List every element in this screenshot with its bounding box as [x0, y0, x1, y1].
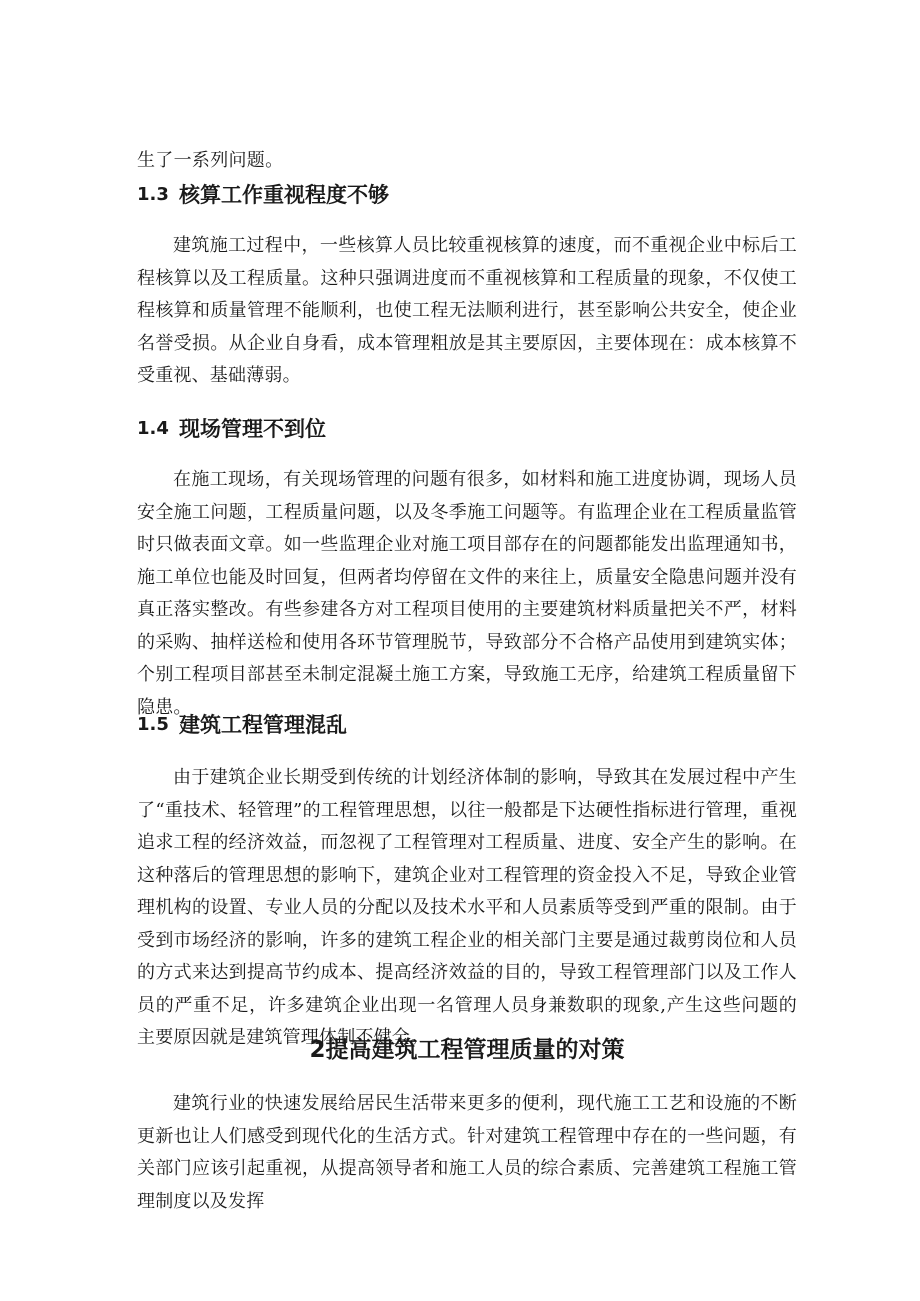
section-heading: [137, 180, 797, 210]
section-title: 现场管理不到位: [179, 417, 326, 441]
section-title: 建筑工程管理混乱: [179, 713, 347, 737]
section-1-3: [137, 180, 797, 210]
section-number: 1.4: [137, 418, 169, 439]
section-number: 1.5: [137, 714, 169, 735]
section-title: 核算工作重视程度不够: [179, 183, 389, 207]
chapter-paragraph: 建筑行业的快速发展给居民生活带来更多的便利，现代施工工艺和设施的不断更新也让人们感受到现代化的生活方式。针对建筑工程管理中存在的一些问题，有关部门应该引起重视，从提高领导者和施工人员的综合素质、完善建筑工程施工管理制度以及发挥: [137, 1093, 797, 1212]
section-heading: [137, 710, 797, 740]
section-paragraph: 由于建筑企业长期受到传统的计划经济体制的影响，导致其在发展过程中产生了“重技术、轻管理”的工程管理思想，以往一般都是下达硬性指标进行管理，重视追求工程的经济效益，而忽视了工程管理对工程质量、进度、安全产生的影响。在这种落后的管理思想的影响下，建筑企业对工程管理的资金投入不足，导致企业管理机构的设置、专业人员的分配以及技术水平和人员素质等受到严重的限制。由于受到市场经济的影响，许多的建筑工程企业的相关部门主要是通过裁剪岗位和人员的方式来达到提高节约成本、提高经济效益的目的，导致工程管理部门以及工作人员的严重不足，许多建筑企业出现一名管理人员身兼数职的现象,产生这些问题的主要原因就是建筑管理体制不健全。: [137, 767, 797, 1048]
section-paragraph: 在施工现场，有关现场管理的问题有很多，如材料和施工进度协调，现场人员安全施工问题，工程质量问题，以及冬季施工问题等。有监理企业在工程质量监管时只做表面文章。如一些监理企业对施工项目部存在的问题都能发出监理通知书，施工单位也能及时回复，但两者均停留在文件的来往上，质量安全隐患问题并没有真正落实整改。有些参建各方对工程项目使用的主要建筑材料质量把关不严，材料的采购、抽样送检和使用各环节管理脱节，导致部分不合格产品使用到建筑实体；个别工程项目部甚至未制定混凝土施工方案，导致施工无序，给建筑工程质量留下隐患。: [137, 469, 797, 718]
section-heading: [137, 414, 797, 444]
section-1-4: [137, 414, 797, 444]
chapter-title: 2提高建筑工程管理质量的对策: [309, 1037, 625, 1063]
document-page: [137, 0, 797, 1301]
section-1-5: [137, 710, 797, 740]
continuation-text: 生了一系列问题。: [137, 150, 284, 171]
section-number: 1.3: [137, 184, 169, 205]
section-paragraph: 建筑施工过程中，一些核算人员比较重视核算的速度，而不重视企业中标后工程核算以及工程质量。这种只强调进度而不重视核算和工程质量的现象，不仅使工程核算和质量管理不能顺利，也使工程无法顺利进行，甚至影响公共安全，使企业名誉受损。从企业自身看，成本管理粗放是其主要原因，主要体现在：成本核算不受重视、基础薄弱。: [137, 235, 797, 386]
